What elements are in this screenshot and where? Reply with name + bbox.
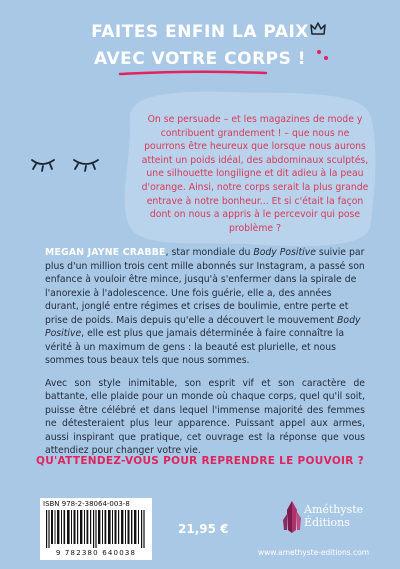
barcode-digits: 9 782380 640038 (55, 549, 137, 557)
call-to-action: QU'ATTENDEZ-VOUS POUR REPRENDRE LE POUVOIR ? (35, 455, 364, 467)
author-paragraph (45, 246, 365, 368)
body-positive-term: Body Positive (253, 247, 316, 258)
body-text-segment: suivie par plus d'un million trois cent mille abonnés sur Instagram, a passé son enfance à vouloir être mince, jusqu'à s'enfermer dans la spirale de l'anorexie à l'adolescence. Une fois guérie, elle a, des années durant, jonglé entre régimes et crises de boulimie, entre perte et prise de poids. Mais depuis qu'elle a découvert le mouvement (45, 247, 365, 326)
headline-line-2: AVEC VOTRE CORPS ! (93, 49, 307, 69)
barcode-bars-icon (46, 510, 146, 548)
publisher-subtitle: Éditions (304, 516, 350, 529)
amethyst-crystal-icon (282, 500, 302, 534)
publisher-url: www.amethyste-editions.com (258, 548, 370, 557)
closed-eyes-icon (28, 152, 108, 172)
intro-paragraph: On se persuade – et les magazines de mode y contribuent grandement ! – que nous ne pourrons être heureux que lorsque nous aurons atteint un poids idéal, des abdominaux sculptés, une silhouette longiligne et dit adieu à la peau d'orange. Ainsi, notre corps serait la plus grande entrave à notre bonheur... Et si c'était la façon dont on nous a appris à le percevoir qui pose problème ? (141, 114, 369, 234)
body-text-segment: , elle est plus que jamais déterminée à faire connaître la vérité à un maximum de gens : la beauté est plurielle, et nous sommes tous beaux tels que nous sommes. (45, 328, 345, 366)
price: 21,95 € (178, 522, 229, 536)
headline-line-1: FAITES ENFIN LA PAIX (91, 22, 309, 42)
publisher-logo-text (304, 503, 363, 529)
body-positive-term: Body Positive (45, 314, 361, 339)
barcode (40, 498, 152, 560)
dots-icon (315, 48, 331, 62)
publisher-name: Améthyste (304, 503, 364, 516)
crown-icon (310, 22, 326, 36)
body-text-segment: , star mondiale du (165, 247, 254, 258)
body-text (45, 246, 365, 467)
headline-underline-icon (118, 70, 268, 76)
isbn-label: ISBN 978-2-38064-003-8 (43, 500, 130, 508)
author-name: MEGAN JAYNE CRABBE (45, 247, 166, 258)
description-paragraph: Avec son style inimitable, son esprit vif et son caractère de battante, elle plaide pour un monde où chaque corps, quel qu'il soit, puisse être célébré et dans lequel l'immense majorité des femmes ne détesteraient plus leur apparence. Puissant appel aux armes, aussi inspirant que pratique, cet ouvrage est la réponse que vous attendiez pour changer votre vie. (45, 377, 365, 456)
